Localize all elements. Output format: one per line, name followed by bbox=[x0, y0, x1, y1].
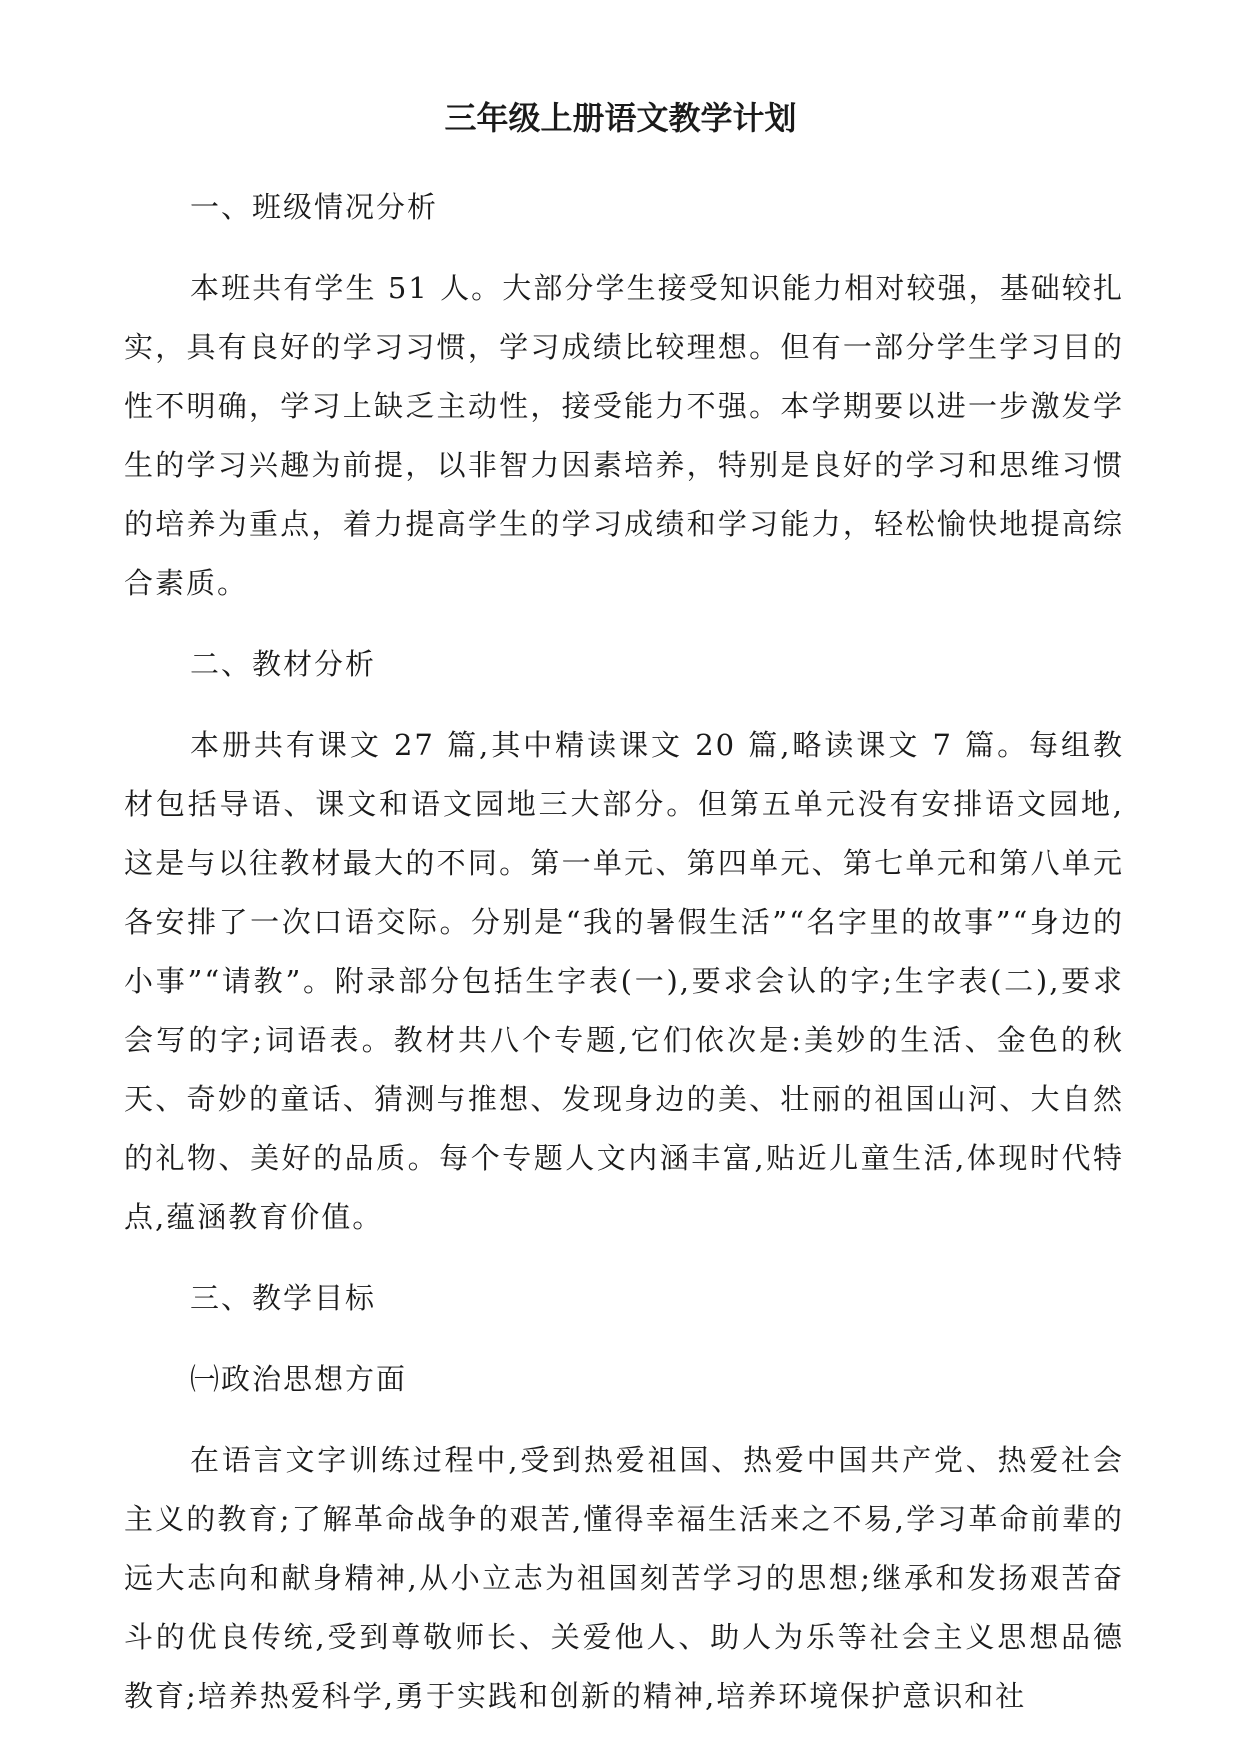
spacer bbox=[124, 1328, 1124, 1350]
body-paragraph: 本班共有学生 51 人。大部分学生接受知识能力相对较强，基础较扎实，具有良好的学习习惯，学习成绩比较理想。但有一部分学生学习目的性不明确，学习上缺乏主动性，接受能力不强。本学期要以进一步激发学生的学习兴趣为前提，以非智力因素培养，特别是良好的学习和思维习惯的培养为重点，着力提高学生的学习成绩和学习能力，轻松愉快地提高综合素质。 bbox=[124, 271, 1124, 600]
document-body bbox=[124, 178, 1124, 1726]
body-paragraph: 本册共有课文 27 篇,其中精读课文 20 篇,略读课文 7 篇。每组教材包括导语、课文和语文园地三大部分。但第五单元没有安排语文园地,这是与以往教材最大的不同。第一单元、第四单元、第七单元和第八单元各安排了一次口语交际。分别是“我的暑假生活”“名字里的故事”“身边的小事”“请教”。附录部分包括生字表(一),要求会认的字;生字表(二),要求会写的字;词语表。教材共八个专题,它们依次是:美妙的生活、金色的秋天、奇妙的童话、猜测与推想、发现身边的美、壮丽的祖国山河、大自然的礼物、美好的品质。每个专题人文内涵丰富,贴近儿童生活,体现时代特点,蕴涵教育价值。 bbox=[124, 728, 1124, 1234]
body-paragraph: 在语言文字训练过程中,受到热爱祖国、热爱中国共产党、热爱社会主义的教育;了解革命战争的艰苦,懂得幸福生活来之不易,学习革命前辈的远大志向和献身精神,从小立志为祖国刻苦学习的思想;继承和发扬艰苦奋斗的优良传统,受到尊敬师长、关爱他人、助人为乐等社会主义思想品德教育;培养热爱科学,勇于实践和创新的精神,培养环境保护意识和社 bbox=[124, 1443, 1124, 1713]
section-heading: 一、班级情况分析 bbox=[190, 190, 439, 224]
document-title: 三年级上册语文教学计划 bbox=[444, 99, 797, 137]
spacer bbox=[124, 613, 1124, 635]
spacer bbox=[124, 694, 1124, 716]
section-heading: 三、教学目标 bbox=[190, 1281, 377, 1315]
spacer bbox=[124, 1247, 1124, 1269]
spacer bbox=[124, 237, 1124, 259]
spacer bbox=[124, 1409, 1124, 1431]
section-heading: 二、教材分析 bbox=[190, 647, 377, 681]
sub-heading: ㈠政治思想方面 bbox=[190, 1362, 408, 1396]
